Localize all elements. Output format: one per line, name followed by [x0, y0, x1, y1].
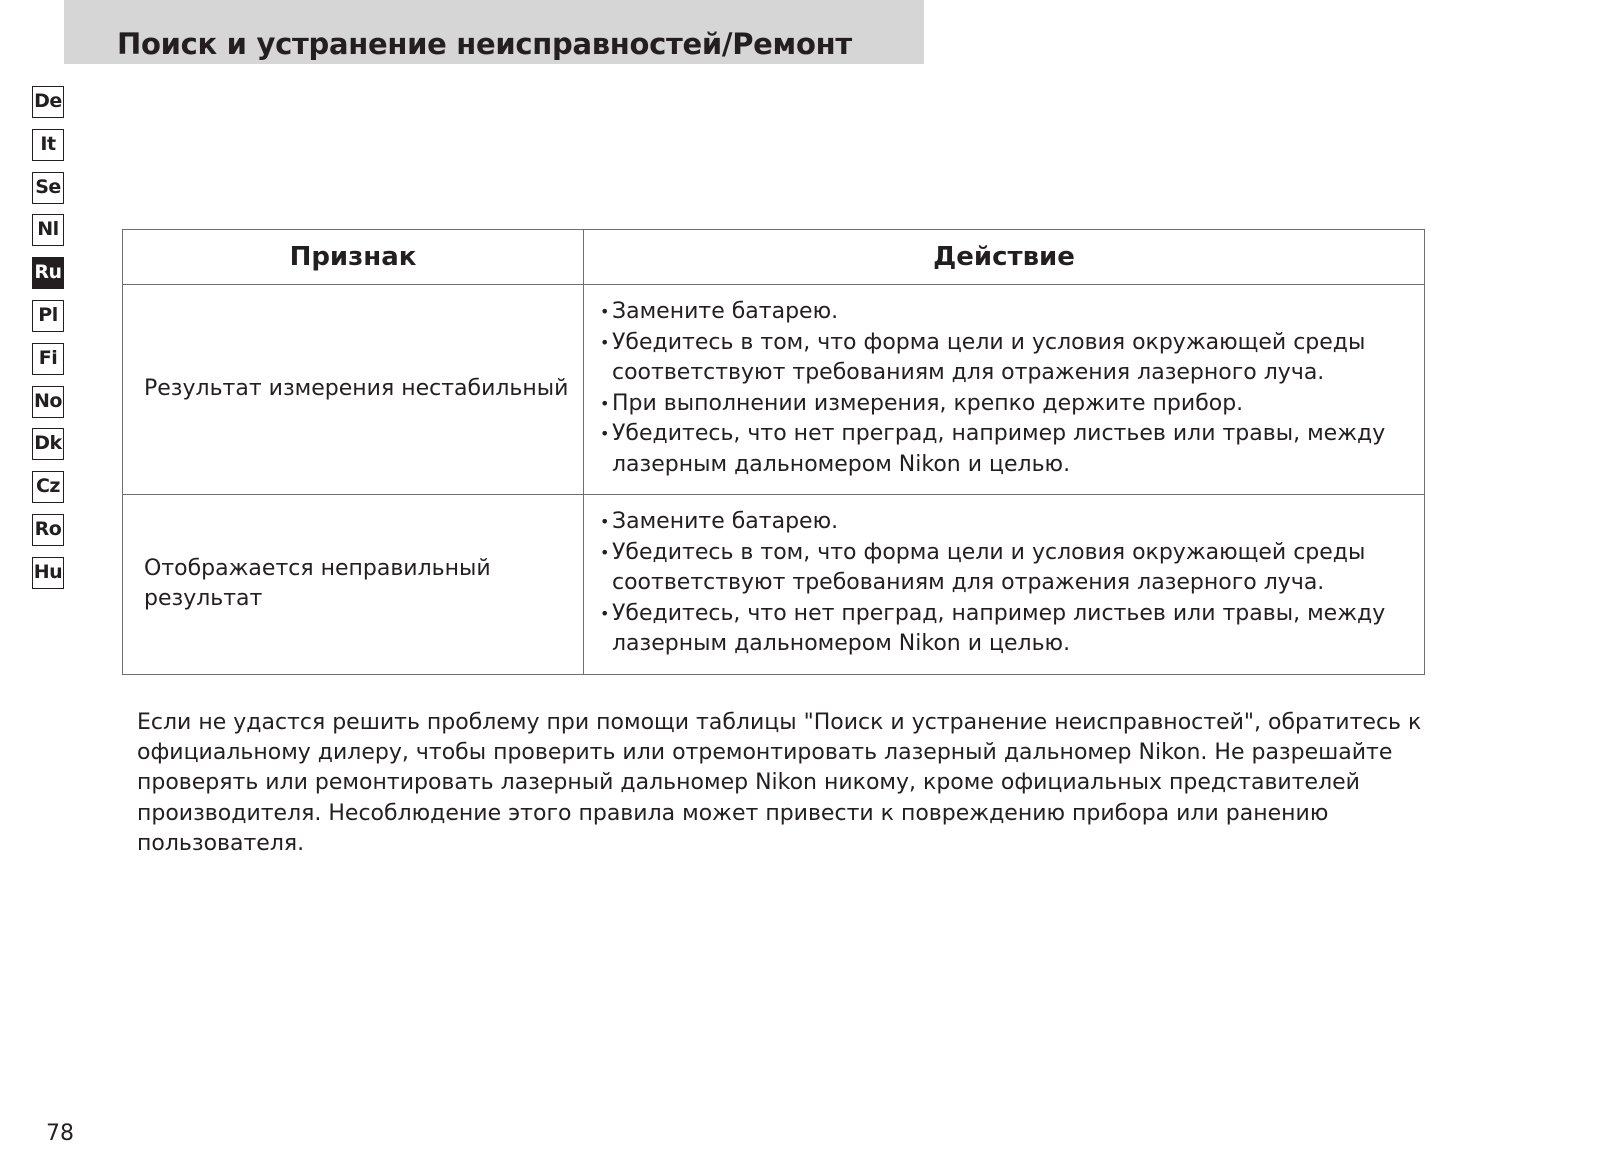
- action-list: [600, 297, 1400, 480]
- page-number: 78: [46, 1121, 74, 1146]
- table-row: [123, 285, 1425, 495]
- action-cell: [584, 285, 1425, 495]
- action-item: • Убедитесь, что нет преград, например листьев или травы, между лазерным дальномером Nikon и целью.: [600, 419, 1400, 480]
- page-title: Поиск и устранение неисправностей/Ремонт: [117, 27, 852, 61]
- table-header-row: [123, 230, 1425, 285]
- lang-tab-cz[interactable]: Cz: [32, 471, 64, 503]
- lang-tab-it[interactable]: It: [32, 129, 64, 161]
- table-row: [123, 495, 1425, 675]
- action-item: • Замените батарею.: [600, 297, 1400, 328]
- action-item: • Убедитесь в том, что форма цели и условия окружающей среды соответствуют требованиям для отражения лазерного луча.: [600, 328, 1400, 389]
- lang-tab-dk[interactable]: Dk: [32, 428, 64, 460]
- column-header-symptom: Признак: [123, 230, 584, 285]
- action-cell: [584, 495, 1425, 675]
- action-item: • Убедитесь, что нет преград, например листьев или травы, между лазерным дальномером Nikon и целью.: [600, 599, 1400, 660]
- troubleshooting-table: [122, 229, 1425, 675]
- action-list: [600, 507, 1400, 660]
- action-item: • Замените батарею.: [600, 507, 1400, 538]
- symptom-cell: Результат измерения нестабильный: [123, 285, 584, 495]
- lang-tab-fi[interactable]: Fi: [32, 343, 64, 375]
- lang-tab-ru[interactable]: Ru: [32, 257, 64, 289]
- lang-tab-pl[interactable]: Pl: [32, 300, 64, 332]
- lang-tab-se[interactable]: Se: [32, 172, 64, 204]
- lang-tab-ro[interactable]: Ro: [32, 514, 64, 546]
- lang-tab-de[interactable]: De: [32, 86, 64, 118]
- column-header-action: Действие: [584, 230, 1425, 285]
- lang-tab-nl[interactable]: Nl: [32, 214, 64, 246]
- symptom-cell: Отображается неправильный результат: [123, 495, 584, 675]
- lang-tab-hu[interactable]: Hu: [32, 557, 64, 589]
- lang-tab-no[interactable]: No: [32, 386, 64, 418]
- language-tabs: [32, 86, 64, 600]
- repair-note: Если не удастся решить проблему при помощи таблицы "Поиск и устранение неисправностей", обратитесь к официальному дилеру, чтобы проверить или отремонтировать лазерный дальномер Nikon. Не разрешайте проверять или ремонтировать лазерный дальномер Nikon никому, кроме официальных представителей производителя. Несоблюдение этого правила может привести к повреждению прибора или ранению пользователя.: [137, 710, 1422, 856]
- action-item: • При выполнении измерения, крепко держите прибор.: [600, 389, 1400, 420]
- action-item: • Убедитесь в том, что форма цели и условия окружающей среды соответствуют требованиям для отражения лазерного луча.: [600, 538, 1400, 599]
